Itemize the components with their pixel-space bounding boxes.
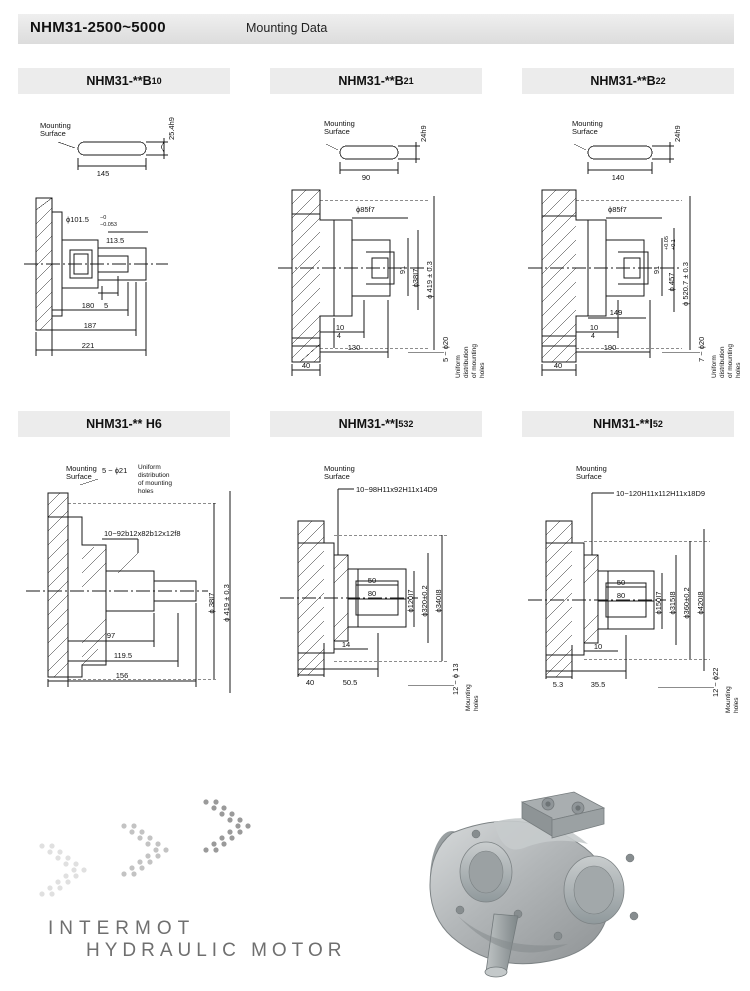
- label-mounting-surface: Mounting: [324, 464, 355, 473]
- svg-text:of mounting: of mounting: [138, 480, 172, 487]
- panel-caption-b10-text: NHM31-**B: [86, 74, 152, 88]
- label-10: 10: [589, 323, 599, 332]
- panel-caption-i52: [522, 411, 734, 437]
- brand-name: INTERMOT: [48, 918, 196, 939]
- figure-h6: [18, 443, 258, 743]
- svg-text:distribution: distribution: [138, 472, 170, 479]
- label-140: 140: [611, 173, 625, 182]
- label-12-phi13: 12 − ϕ 13: [451, 663, 460, 695]
- panel-caption-h6: [18, 411, 230, 437]
- label-187: 187: [83, 321, 97, 330]
- svg-text:holes: holes: [479, 362, 486, 378]
- label-80: 80: [367, 589, 377, 598]
- svg-text:Surface: Surface: [66, 472, 92, 481]
- label-4: 4: [337, 333, 341, 340]
- label-156: 156: [115, 671, 129, 680]
- label-40: 40: [301, 361, 311, 370]
- svg-text:Surface: Surface: [576, 472, 602, 481]
- svg-text:holes: holes: [473, 695, 480, 711]
- panel-caption-i52-text: NHM31-**I: [593, 417, 653, 431]
- label-diameter-340I8: ϕ340I8: [434, 589, 443, 613]
- svg-text:Surface: Surface: [40, 129, 66, 138]
- label-113-5: 113.5: [106, 236, 125, 245]
- decorative-arrow-dots: [20, 780, 280, 905]
- label-diameter-101-5: ϕ101.5: [66, 215, 89, 224]
- label-diameter-315I8: ϕ315I8: [668, 591, 677, 615]
- label-14: 14: [341, 640, 351, 649]
- svg-text:−0: −0: [100, 215, 107, 221]
- panel-caption-b22-text: NHM31-**B: [590, 74, 656, 88]
- label-221: 221: [81, 341, 95, 350]
- figure-i532: [268, 443, 498, 743]
- label-diameter-38I7: ϕ 38I7: [207, 592, 216, 614]
- svg-text:holes: holes: [735, 362, 742, 378]
- label-12-phi22: 12 − ϕ22: [711, 667, 720, 697]
- label-spline-10-98H11: 10−98H11x92H11x14D9: [356, 485, 438, 494]
- label-mounting-surface: Mounting: [576, 464, 607, 473]
- label-50: 50: [367, 576, 377, 585]
- panel-caption-b21-sub: 21: [403, 76, 414, 86]
- label-91: 91: [652, 265, 661, 275]
- panel-caption-b10-sub: 10: [151, 76, 162, 86]
- svg-text:of mounting: of mounting: [471, 344, 478, 378]
- label-mounting-surface: Mounting: [324, 119, 355, 128]
- label-diameter-150I7: ϕ150I7: [654, 591, 663, 615]
- panel-caption-i532-text: NHM31-**I: [338, 417, 399, 431]
- label-24h9: 24h9: [673, 125, 682, 142]
- label-spline-10-92b12: 10−92b12x82b12x12f8: [104, 529, 181, 538]
- label-97: 97: [106, 631, 116, 640]
- label-5-phi21: 5 − ϕ21: [102, 466, 128, 475]
- label-80: 80: [616, 591, 626, 600]
- label-mounting-holes: Mounting: [725, 686, 732, 713]
- svg-text:+0.05: +0.05: [664, 236, 670, 250]
- panel-caption-i52-sub: 52: [652, 419, 663, 429]
- label-180: 180: [81, 301, 95, 310]
- svg-text:−0.053: −0.053: [100, 222, 117, 228]
- label-diameter-420I8: ϕ420I8: [696, 591, 705, 615]
- label-diameter-457: ϕ 457: [667, 272, 676, 292]
- label-40: 40: [553, 361, 563, 370]
- label-5-phi20: 5 − ϕ20: [441, 336, 450, 362]
- label-uniform-distribution: Uniform: [138, 464, 161, 471]
- label-mounting-surface: Mounting: [66, 464, 97, 473]
- label-diameter-85f7: ϕ85f7: [356, 205, 375, 214]
- motor-product-image: [398, 786, 698, 991]
- label-50: 50: [616, 578, 626, 587]
- figure-i52: [518, 443, 750, 743]
- label-diameter-419: ϕ 419 ± 0.3: [222, 584, 231, 622]
- label-diameter-320: ϕ320±0.2: [420, 585, 429, 617]
- label-mounting-surface: Mounting: [572, 119, 603, 128]
- page-header: [18, 14, 734, 44]
- svg-text:+0.1: +0.1: [671, 239, 677, 250]
- label-90: 90: [361, 173, 371, 182]
- panel-caption-b21-text: NHM31-**B: [338, 74, 404, 88]
- label-uniform-distribution: Uniform: [711, 355, 718, 378]
- label-diameter-360: ϕ360±0.2: [682, 587, 691, 619]
- svg-text:Surface: Surface: [572, 127, 598, 136]
- label-24h9: 24h9: [419, 125, 428, 142]
- panel-caption-i532-sub: 532: [398, 419, 414, 429]
- label-4: 4: [591, 333, 595, 340]
- svg-text:of mounting: of mounting: [727, 344, 734, 378]
- label-diameter-419: ϕ 419 ± 0.3: [425, 261, 434, 299]
- label-190: 190: [603, 343, 617, 352]
- svg-text:distribution: distribution: [719, 346, 726, 378]
- figure-b10: [18, 100, 258, 400]
- label-spline-10-120H11: 10−120H11x112H11x18D9: [616, 489, 706, 498]
- svg-text:Surface: Surface: [324, 127, 350, 136]
- label-35-5: 35.5: [590, 680, 606, 689]
- panel-caption-b21: [270, 68, 482, 94]
- label-149: 149: [609, 308, 623, 317]
- label-5-3: 5.3: [552, 680, 564, 689]
- label-40: 40: [305, 678, 315, 687]
- page-subtitle: Mounting Data: [246, 21, 328, 35]
- svg-text:holes: holes: [733, 697, 740, 713]
- svg-text:distribution: distribution: [463, 346, 470, 378]
- page-title: NHM31-2500~5000: [30, 19, 166, 36]
- label-145: 145: [96, 169, 110, 178]
- label-50-5: 50.5: [342, 678, 358, 687]
- figure-b21: [268, 100, 498, 400]
- label-119-5: 119.5: [113, 651, 133, 660]
- label-mounting-holes: Mounting: [465, 684, 472, 711]
- label-diameter-520-7: ϕ 520.7 ± 0.3: [681, 262, 690, 306]
- figure-b22: [518, 100, 750, 400]
- svg-text:holes: holes: [138, 488, 154, 495]
- panel-caption-b22: [522, 68, 734, 94]
- panel-caption-b10: [18, 68, 230, 94]
- panel-caption-b22-sub: 22: [655, 76, 666, 86]
- label-130: 130: [347, 343, 361, 352]
- label-91: 91: [398, 265, 407, 275]
- label-7-phi20: 7 − ϕ20: [697, 336, 706, 362]
- panel-caption-i532: [270, 411, 482, 437]
- svg-text:Surface: Surface: [324, 472, 350, 481]
- label-5: 5: [104, 301, 109, 310]
- label-diameter-38I7: ϕ38I7: [411, 268, 420, 288]
- label-uniform-distribution: Uniform: [455, 355, 462, 378]
- label-mounting-surface: Mounting: [40, 121, 71, 130]
- brand-tagline: HYDRAULIC MOTOR: [86, 940, 347, 961]
- label-diameter-85f7: ϕ85f7: [608, 205, 627, 214]
- label-10: 10: [593, 642, 603, 651]
- panel-caption-h6-text: NHM31-** H6: [86, 417, 162, 431]
- label-diameter-120I7: ϕ120I7: [406, 589, 415, 613]
- label-10: 10: [335, 323, 345, 332]
- label-25-4h9: 25.4h9: [167, 117, 176, 140]
